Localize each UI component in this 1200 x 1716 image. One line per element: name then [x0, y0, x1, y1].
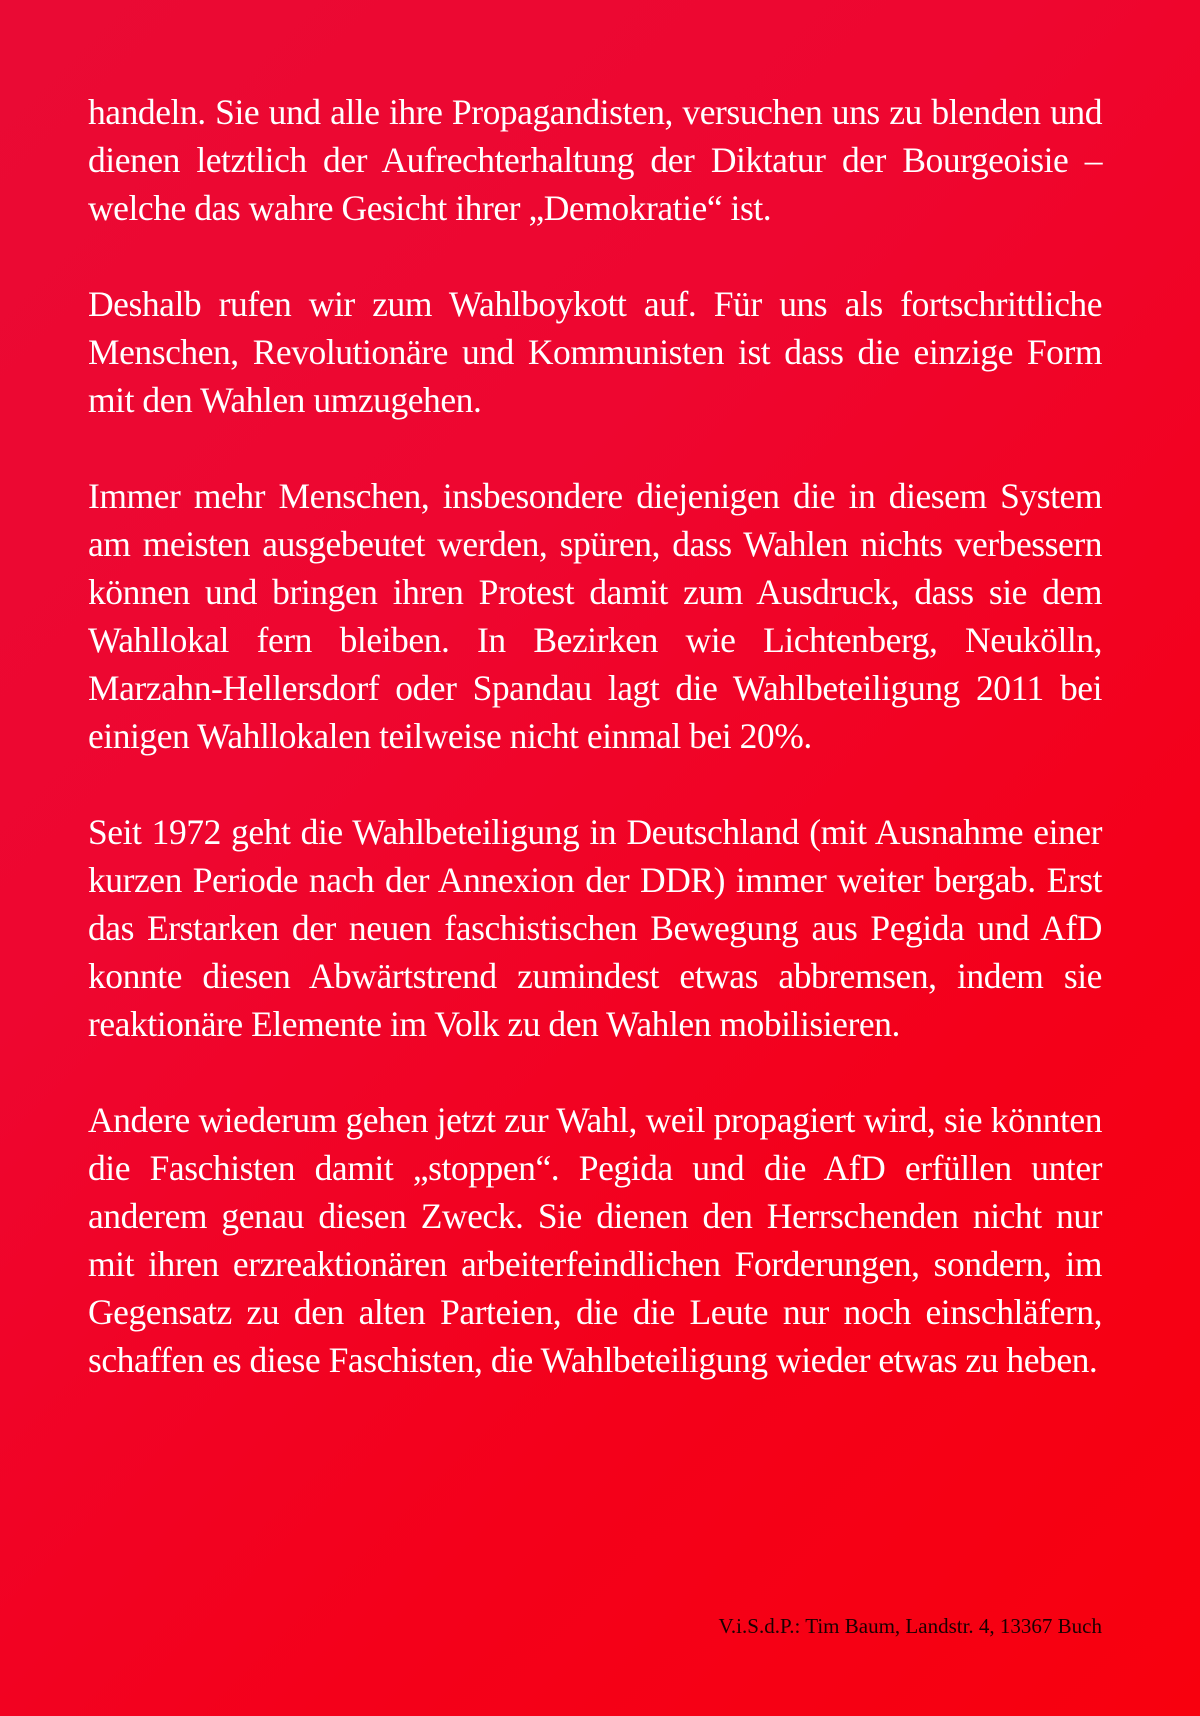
paragraph-3: Immer mehr Menschen, insbesondere diejenigen die in diesem System am meisten ausgebeutet werden, spüren, dass Wahlen nichts verbessern können und bringen ihren Protest damit zum Ausdruck, dass sie dem Wahllokal fern bleiben. In Bezirken wie Lichtenberg, Neukölln, Marzahn-Hellersdorf oder Spandau lagt die Wahlbeteiligung 2011 bei einigen Wahllokalen teilweise nicht einmal bei 20%.	[88, 476, 1102, 756]
imprint-footer: V.i.S.d.P.: Tim Baum, Landstr. 4, 13367 Buch	[718, 1614, 1102, 1638]
paragraph-5: Andere wiederum gehen jetzt zur Wahl, weil propagiert wird, sie könnten die Faschisten damit „stoppen“. Pegida und die AfD erfüllen unter anderem genau diesen Zweck. Sie dienen den Herrschenden nicht nur mit ihren erzreaktionären arbeiterfeindlichen Forderungen, sondern, im Gegensatz zu den alten Parteien, die die Leute nur noch einschläfern, schaffen es diese Faschisten, die Wahlbeteiligung wieder etwas zu heben.	[88, 1100, 1102, 1380]
document-body	[88, 88, 1102, 1384]
paragraph-2: Deshalb rufen wir zum Wahlboykott auf. Für uns als fortschrittliche Menschen, Revolutionäre und Kommunisten ist dass die einzige Form mit den Wahlen umzugehen.	[88, 284, 1102, 420]
paragraph-1: handeln. Sie und alle ihre Propagandisten, versuchen uns zu blenden und dienen letztlich der Aufrechterhaltung der Diktatur der Bourgeoisie – welche das wahre Gesicht ihrer „Demokratie“ ist.	[88, 92, 1102, 228]
paragraph-4: Seit 1972 geht die Wahlbeteiligung in Deutschland (mit Ausnahme einer kurzen Periode nach der Annexion der DDR) immer weiter bergab. Erst das Erstarken der neuen faschistischen Bewegung aus Pegida und AfD konnte diesen Abwärtstrend zumindest etwas abbremsen, indem sie reaktionäre Elemente im Volk zu den Wahlen mobilisieren.	[88, 812, 1102, 1044]
